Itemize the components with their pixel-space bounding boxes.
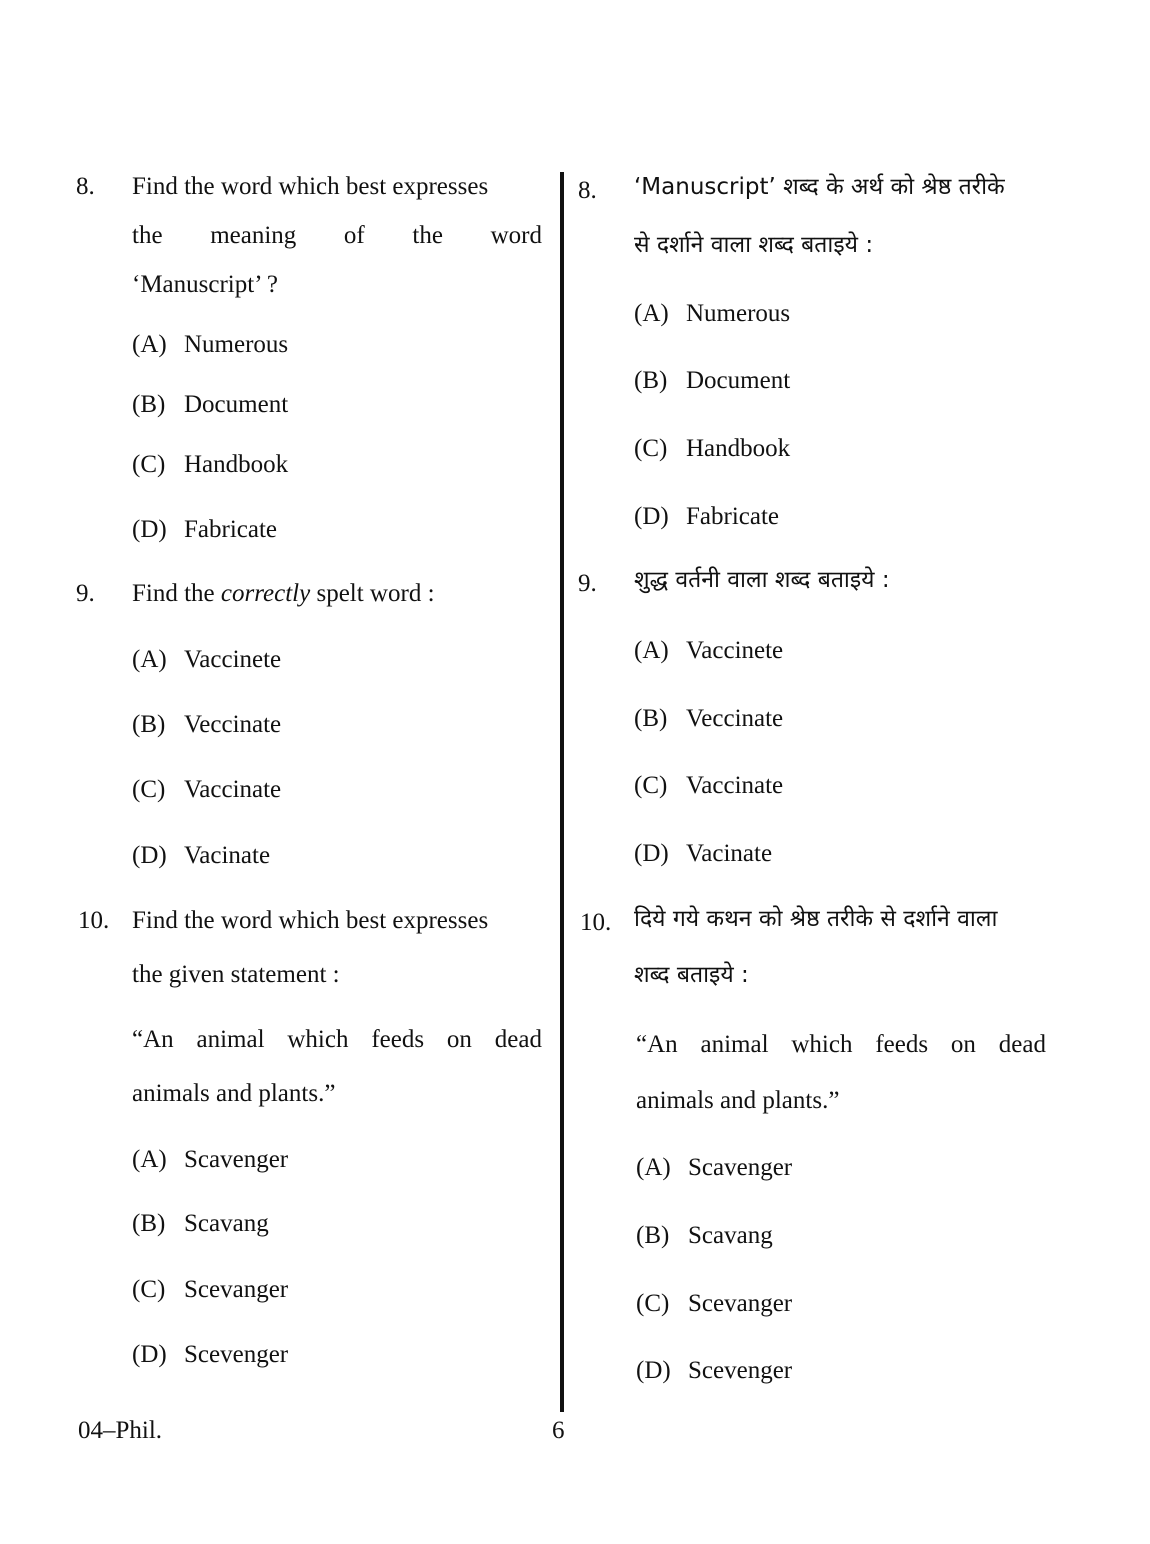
option-a: [132, 1146, 288, 1174]
question-stem-line: [132, 223, 542, 248]
option-text: Scavenger: [688, 1154, 793, 1181]
question-number: 10.: [78, 907, 110, 934]
quote-word: dead: [998, 1031, 1046, 1058]
option-label: (C): [634, 435, 668, 462]
question-stem-line: [132, 581, 435, 606]
option-text: Veccinate: [184, 711, 282, 738]
option-label: (D): [636, 1357, 671, 1384]
option-b: [132, 1210, 269, 1238]
stem-word: the: [132, 222, 163, 249]
quoted-statement-line: [636, 1032, 1046, 1057]
question-stem-line: ‘Manuscript’ शब्द के अर्थ को श्रेष्ठ तरीके: [634, 174, 1005, 200]
stem-emphasis: correctly: [220, 580, 311, 607]
option-text: Scevenger: [184, 1341, 289, 1368]
option-label: (C): [132, 1276, 166, 1303]
option-b: [634, 367, 790, 395]
question-number: 9.: [76, 580, 95, 607]
option-d: [132, 1341, 288, 1369]
quote-word: animal: [196, 1026, 265, 1053]
quoted-statement-line: animals and plants.”: [636, 1087, 840, 1114]
stem-word: meaning: [210, 222, 297, 249]
option-c: [634, 435, 790, 463]
option-label: (D): [132, 516, 167, 543]
option-label: (A): [634, 637, 669, 664]
option-c: [132, 1276, 288, 1304]
option-label: (B): [132, 1210, 166, 1237]
question-number: 10.: [580, 909, 612, 936]
option-text: Handbook: [184, 451, 289, 478]
column-divider: [560, 172, 564, 1412]
option-label: (C): [636, 1290, 670, 1317]
option-text: Scavenger: [184, 1146, 289, 1173]
quote-word: feeds: [371, 1026, 425, 1053]
option-label: (B): [634, 367, 668, 394]
stem-text: Find the: [132, 580, 221, 607]
quote-word: which: [791, 1031, 853, 1058]
option-text: Fabricate: [686, 503, 780, 530]
option-b: [132, 711, 281, 739]
quote-word: feeds: [875, 1031, 929, 1058]
option-b: [132, 391, 288, 419]
option-text: Vaccinete: [686, 637, 784, 664]
option-text: Scevanger: [688, 1290, 793, 1317]
option-label: (A): [634, 300, 669, 327]
option-label: (B): [636, 1222, 670, 1249]
option-text: Numerous: [686, 300, 791, 327]
option-text: Scavang: [184, 1210, 269, 1237]
question-stem-line: Find the word which best expresses: [132, 173, 489, 200]
option-c: [636, 1290, 792, 1318]
option-text: Scavang: [688, 1222, 773, 1249]
stem-text: spelt word :: [310, 580, 435, 607]
option-text: Numerous: [184, 331, 289, 358]
option-text: Vacinate: [686, 840, 773, 867]
question-stem-line: Find the word which best expresses: [132, 907, 489, 934]
option-d: [636, 1357, 792, 1385]
option-label: (A): [132, 646, 167, 673]
option-d: [634, 840, 772, 868]
option-label: (B): [132, 711, 166, 738]
option-text: Vaccinate: [184, 776, 282, 803]
question-stem-line: the given statement :: [132, 961, 340, 988]
option-label: (D): [132, 842, 167, 869]
option-text: Scevenger: [688, 1357, 793, 1384]
option-label: (C): [634, 772, 668, 799]
quoted-statement-line: animals and plants.”: [132, 1080, 336, 1107]
option-a: [634, 300, 790, 328]
option-label: (C): [132, 451, 166, 478]
option-text: Vacinate: [184, 842, 271, 869]
option-c: [132, 451, 288, 479]
option-d: [132, 842, 270, 870]
quote-word: animal: [700, 1031, 769, 1058]
question-stem-line: से दर्शाने वाला शब्द बताइये :: [634, 232, 874, 258]
quote-word: which: [287, 1026, 349, 1053]
question-stem-line: दिये गये कथन को श्रेष्ठ तरीके से दर्शाने वाला: [634, 906, 998, 932]
option-label: (A): [132, 1146, 167, 1173]
option-text: Document: [184, 391, 289, 418]
option-text: Fabricate: [184, 516, 278, 543]
option-d: [634, 503, 779, 531]
option-text: Vaccinete: [184, 646, 282, 673]
paper-code: 04–Phil.: [78, 1417, 163, 1444]
stem-word: word: [490, 222, 542, 249]
stem-word: the: [412, 222, 443, 249]
option-label: (C): [132, 776, 166, 803]
option-text: Veccinate: [686, 705, 784, 732]
option-c: [634, 772, 783, 800]
option-text: Scevanger: [184, 1276, 289, 1303]
option-b: [634, 705, 783, 733]
option-d: [132, 516, 277, 544]
question-number: 8.: [578, 177, 597, 204]
option-label: (A): [132, 331, 167, 358]
option-label: (B): [132, 391, 166, 418]
option-label: (B): [634, 705, 668, 732]
option-label: (D): [634, 840, 669, 867]
option-a: [634, 637, 783, 665]
option-text: Document: [686, 367, 791, 394]
option-a: [132, 646, 281, 674]
question-stem-line: ‘Manuscript’ ?: [132, 271, 279, 298]
quoted-statement-line: [132, 1027, 542, 1052]
question-stem-line: शब्द बताइये :: [634, 962, 749, 988]
option-text: Handbook: [686, 435, 791, 462]
option-label: (A): [636, 1154, 671, 1181]
page-number: 6: [552, 1417, 565, 1444]
option-label: (D): [132, 1341, 167, 1368]
quote-word: on: [950, 1031, 976, 1058]
stem-word: of: [343, 222, 365, 249]
option-label: (D): [634, 503, 669, 530]
question-number: 9.: [578, 570, 597, 597]
option-a: [132, 331, 288, 359]
quote-word: dead: [494, 1026, 542, 1053]
question-stem-line: शुद्ध वर्तनी वाला शब्द बताइये :: [634, 567, 890, 593]
quote-word: “An: [132, 1026, 174, 1053]
option-a: [636, 1154, 792, 1182]
question-number: 8.: [76, 173, 95, 200]
quote-word: “An: [636, 1031, 678, 1058]
option-text: Vaccinate: [686, 772, 784, 799]
quote-word: on: [446, 1026, 472, 1053]
option-c: [132, 776, 281, 804]
option-b: [636, 1222, 773, 1250]
